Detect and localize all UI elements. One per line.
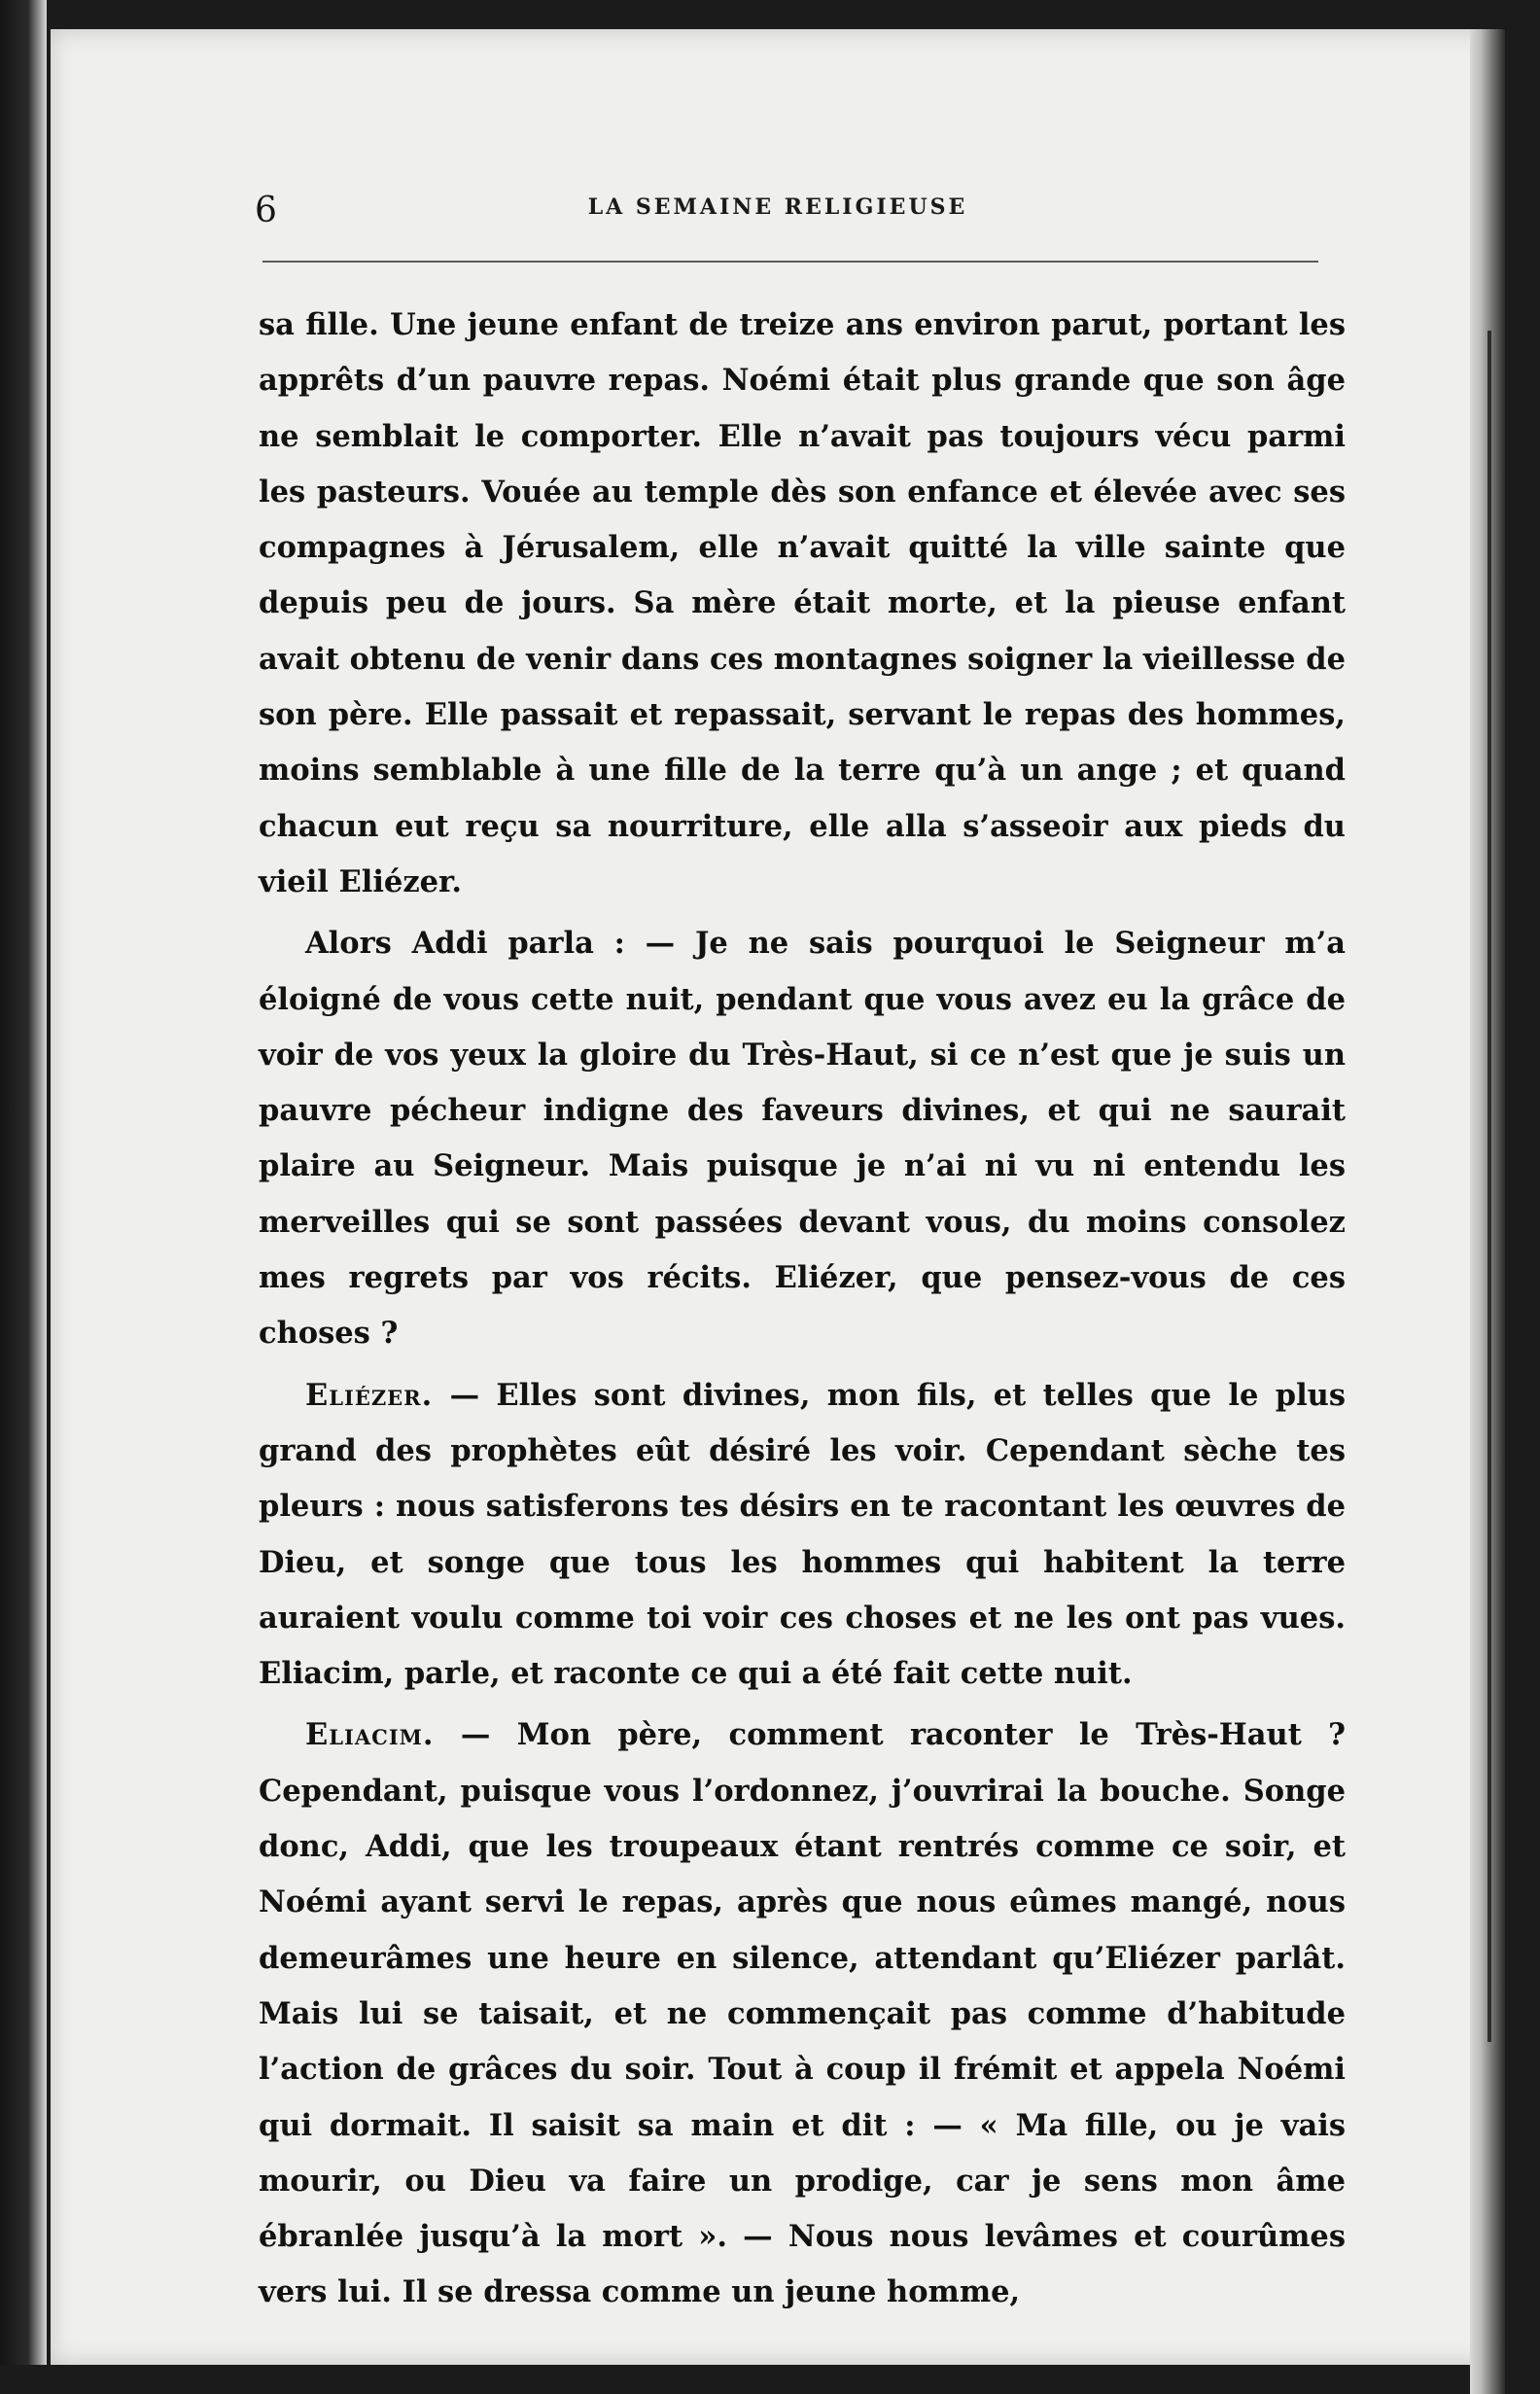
paragraph [259, 298, 1346, 910]
speaker-name: Eliézer. [305, 1377, 434, 1413]
page-number: 6 [255, 191, 277, 230]
paragraph-text: — Mon père, comment raconter le Très-Haut ? Cependant, puisque vous l’ordonnez, j’ouvrirai la bouche. Songe donc, Addi, que les troupeaux étant rentrés comme ce soir, et Noémi ayant servi le repas, après que nous eûmes mangé, nous demeurâmes une heure en silence, attendant qu’Eliézer parlât. Mais lui se taisait, et ne commençait pas comme d’habitude l’action de grâces du soir. Tout à coup il frémit et appela Noémi qui dormait. Il saisit sa main et dit : — « Ma fille, ou je vais mourir, ou Dieu va faire un prodige, car je sens mon âme ébranlée jusqu’à la mort ». — Nous nous levâmes et courûmes vers lui. Il se dressa comme un jeune homme, [259, 1717, 1346, 2310]
running-title: LA SEMAINE RELIGIEUSE [587, 194, 968, 220]
speaker-name: Eliacim. [305, 1717, 435, 1753]
paragraph [259, 916, 1346, 1361]
scan-left-margin [0, 0, 47, 2365]
paragraph [259, 1368, 1346, 1703]
paragraph [259, 1707, 1346, 2320]
paragraph-text: Alors Addi parla : — Je ne sais pourquoi le Seigneur m’a éloigné de vous cette nuit, pendant que vous avez eu la grâce de voir de vos yeux la gloire du Très-Haut, si ce n’est que je suis un pauvre pécheur indigne des faveurs divines, et qui ne saurait plaire au Seigneur. Mais puisque je n’ai ni vu ni entendu les merveilles qui se sont passées devant vous, du moins consolez mes regrets par vos récits. Eliézer, que pensez-vous de ces choses ? [259, 926, 1346, 1352]
paragraph-text: sa fille. Une jeune enfant de treize ans environ parut, portant les apprêts d’un pauvre repas. Noémi était plus grande que son âge ne semblait le comporter. Elle n’avait pas toujours vécu parmi les pasteurs. Vouée au temple dès son enfance et élevée avec ses compagnes à Jérusalem, elle n’avait quitté la ville sainte que depuis peu de jours. Sa mère était morte, et la pieuse enfant avait obtenu de venir dans ces montagnes soigner la vieillesse de son père. Elle passait et repassait, servant le repas des hommes, moins semblable à une fille de la terre qu’à un ange ; et quand chacun eut reçu sa nourriture, elle alla s’asseoir aux pieds du vieil Eliézer. [259, 307, 1346, 899]
paragraph-text: — Elles sont divines, mon fils, et telles que le plus grand des prophètes eût désiré les voir. Cependant sèche tes pleurs : nous satisferons tes désirs en te racontant les œuvres de Dieu, et songe que tous les hommes qui habitent la terre auraient voulu comme toi voir ces choses et ne les ont pas vues. Eliacim, parle, et raconte ce qui a été fait cette nuit. [259, 1377, 1346, 1692]
header-rule [262, 261, 1318, 263]
body-text [259, 298, 1346, 2321]
binding-shadow-line [1488, 331, 1491, 2042]
